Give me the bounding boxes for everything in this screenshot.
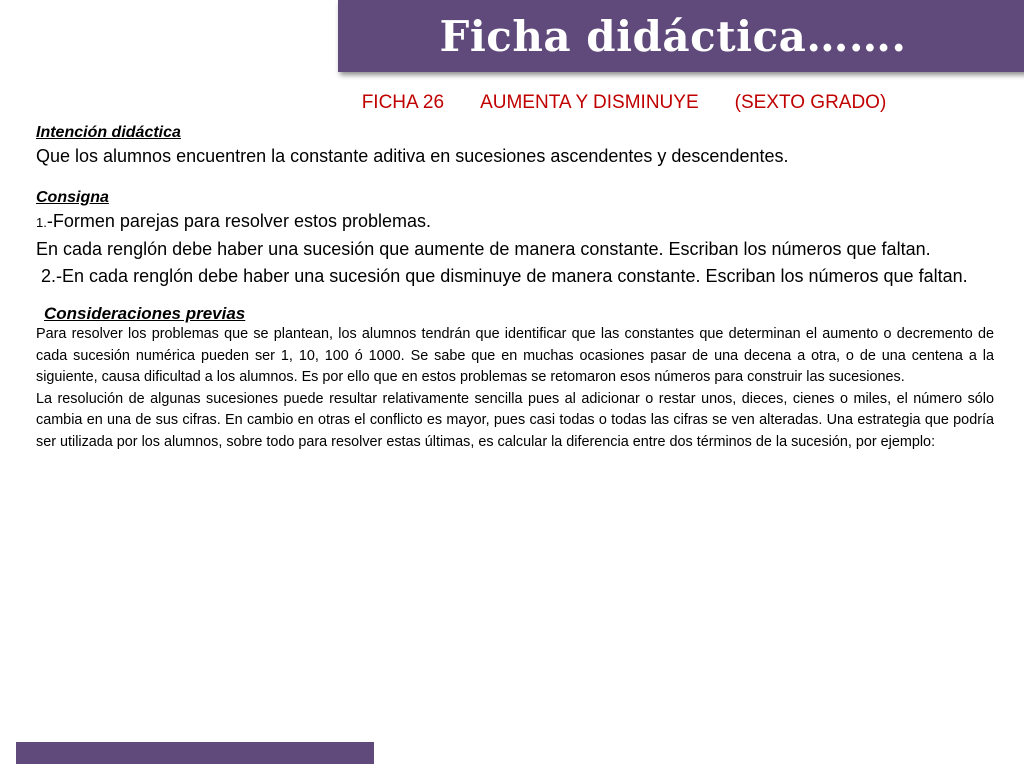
spacer (36, 290, 994, 304)
consideraciones-heading: Consideraciones previas (44, 304, 246, 323)
slide-content (36, 123, 994, 454)
consigna-heading: Consigna (36, 189, 109, 206)
ficha-header (0, 92, 1024, 114)
intencion-heading: Intención didáctica (36, 124, 181, 141)
ficha-grade: (SEXTO GRADO) (734, 92, 887, 113)
title-banner (338, 0, 1024, 72)
consideraciones-paragraph-1: Para resolver los problemas que se plantean, los alumnos tendrán que identificar que las constantes que determinan el aumento o decremento de cada sucesión numérica pueden ser 1, 10, 100 ó 1000. Se sabe que en muchas ocasiones pasar de una decena a otra, o de una centena a la siguiente, causa dificultad a los alumnos. Es por ello que en estos problemas se retomaron esos números para construir las sucesiones. (36, 326, 994, 386)
consigna-item-1-number: 1. (36, 215, 47, 230)
consideraciones-paragraph-2: La resolución de algunas sucesiones puede resultar relativamente sencilla pues al adicionar o restar unos, dieces, cienes o miles, el número sólo cambia en una de sus cifras. En cambio en otras el conflicto es mayor, pues casi todas o todas las cifras se ven alteradas. Una estrategia que podría ser utilizada por los alumnos, sobre todo para resolver estas últimas, es calcular la diferencia entre dos términos de la sucesión, por ejemplo: (36, 390, 994, 450)
ficha-number: FICHA 26 (361, 92, 445, 113)
consigna-item-1 (36, 208, 994, 236)
footer-bar (16, 742, 374, 764)
slide-title: Ficha didáctica……. (439, 11, 907, 61)
spacer (36, 170, 994, 188)
consigna-item-2: 2.-En cada renglón debe haber una sucesión que disminuye de manera constante. Escriban los números que faltan. (36, 266, 968, 286)
ficha-topic: AUMENTA Y DISMINUYE (480, 92, 699, 113)
intencion-text: Que los alumnos encuentren la constante aditiva en sucesiones ascendentes y descendentes. (36, 146, 789, 166)
consigna-item-1-detail: En cada renglón debe haber una sucesión que aumente de manera constante. Escriban los números que faltan. (36, 239, 931, 259)
consigna-item-1-text: -Formen parejas para resolver estos problemas. (46, 211, 432, 231)
